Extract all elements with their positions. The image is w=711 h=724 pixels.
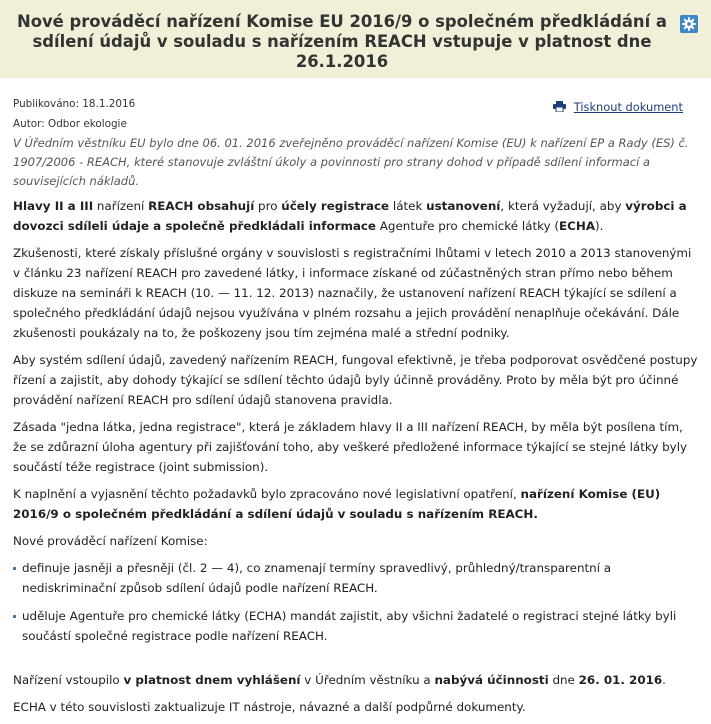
article-header bbox=[0, 0, 711, 78]
paragraph-3: Aby systém sdílení údajů, zavedený nařízením REACH, fungoval efektivně, je třeba podporovat osvědčené postupy řízení a zajistit, aby dohody týkající se sdílení těchto údajů byly účinně prováděny. Proto by měla být pro účinné provádění nařízení REACH pro sdílení údajů stanovena pravidla. bbox=[13, 353, 698, 407]
paragraph-7: Nařízení vstoupilo v platnost dnem vyhlášení v Úředním věstníku a nabývá účinnosti dne 26. 01. 2016. bbox=[13, 673, 666, 687]
lead-paragraph: V Úředním věstníku EU bylo dne 06. 01. 2016 zveřejněno prováděcí nařízení Komise (EU) k nařízení EP a Rady (ES) č. 1907/2006 - REACH, které stanovuje zvláštní úkoly a povinnosti pro strany dohod v případě sdílení informací a souvisejících nákladů. bbox=[13, 136, 689, 188]
bullet-icon bbox=[13, 615, 16, 618]
published-date: Publikováno: 18.1.2016 bbox=[13, 98, 136, 110]
list-item: definuje jasněji a přesněji (čl. 2 — 4), co znamenají termíny spravedlivý, průhledný/transparentní a nediskriminační způsob sdílení údajů podle nařízení REACH. bbox=[13, 558, 698, 598]
print-label: Tisknout dokument bbox=[573, 100, 683, 114]
bullet-icon bbox=[13, 567, 16, 570]
article-title: Nové prováděcí nařízení Komise EU 2016/9 o společném předkládání a sdílení údajů v souladu s nařízením REACH vstupuje v platnost dne 26.1.2016 bbox=[17, 12, 667, 71]
article-body bbox=[13, 94, 698, 724]
list-item: uděluje Agentuře pro chemické látky (ECHA) mandát zajistit, aby všichni žadatelé o registraci stejné látky byli součástí společné registrace podle nařízení REACH. bbox=[13, 606, 698, 646]
paragraph-8: ECHA v této souvislosti zaktualizuje IT nástroje, návazné a další podpůrné dokumenty. bbox=[13, 700, 526, 714]
printer-icon bbox=[553, 98, 566, 118]
paragraph-4: Zásada "jedna látka, jedna registrace", která je základem hlavy II a III nařízení REACH, by měla být posílena tím, že se zdůrazní úloha agentury při zajišťování toho, aby veškeré předložené informace týkající se stejné látky byly součástí téže registrace (joint submission). bbox=[13, 420, 688, 474]
print-link[interactable] bbox=[553, 97, 683, 118]
bullet-list bbox=[13, 558, 698, 646]
paragraph-2: Zkušenosti, které získaly příslušné orgány v souvislosti s registračními lhůtami v letech 2010 a 2013 stanovenými v článku 23 nařízení REACH pro zavedené látky, i informace získané od zúčastněných stran přímo nebo během diskuze na semináři k REACH (10. — 11. 12. 2013) naznačily, že ustanovení nařízení REACH týkající se sdílení a společného předkládání údajů nejsou využívána v plném rozsahu a jejich provádění nenaplňuje očekávání. Dále zkušenosti poukázaly na to, že poškozeny jsou tím zejména malé a střední podniky. bbox=[13, 246, 692, 340]
author: Autor: Odbor ekologie bbox=[13, 118, 127, 130]
paragraph-6: Nové prováděcí nařízení Komise: bbox=[13, 534, 208, 548]
paragraph-1: Hlavy II a III nařízení REACH obsahují pro účely registrace látek ustanovení, která vyžadují, aby výrobci a dovozci sdíleli údaje a společně předkládali informace Agentuře pro chemické látky (ECHA). bbox=[13, 199, 687, 233]
paragraph-5: K naplnění a vyjasnění těchto požadavků bylo zpracováno nové legislativní opatření, nařízení Komise (EU) 2016/9 o společném předkládání a sdílení údajů v souladu s nařízením REACH. bbox=[13, 487, 661, 521]
gear-icon[interactable] bbox=[680, 15, 698, 33]
